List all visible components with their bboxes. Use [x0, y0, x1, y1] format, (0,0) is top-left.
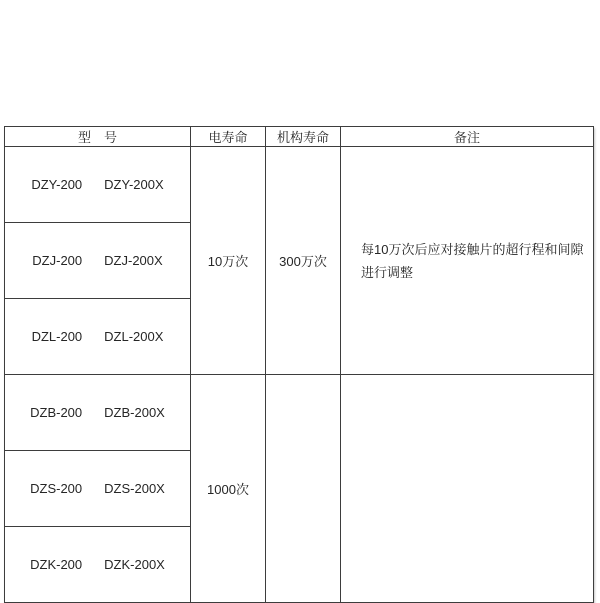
remark-line-1: 每10万次后应对接触片的超行程和间隙 — [361, 241, 584, 257]
model-name: DZB-200 — [30, 405, 83, 420]
model-cell — [5, 527, 191, 603]
model-name: DZL-200 — [31, 329, 83, 344]
model-name-x: DZL-200X — [104, 329, 164, 344]
table-header — [5, 127, 594, 147]
col-header-remarks: 备注 — [341, 127, 594, 147]
relay-spec-table — [4, 126, 594, 603]
model-cell — [5, 147, 191, 223]
model-name-x: DZJ-200X — [104, 253, 163, 268]
model-name-x: DZB-200X — [104, 405, 165, 420]
model-pair — [5, 253, 190, 268]
model-pair — [5, 481, 190, 496]
model-pair — [5, 557, 190, 572]
col-header-mechanical-life: 机构寿命 — [266, 127, 341, 147]
electrical-life-cell: 10万次 — [191, 147, 266, 375]
group-high-life — [5, 147, 594, 375]
table-row — [5, 375, 594, 451]
mechanical-life-cell-empty — [266, 375, 341, 603]
model-cell — [5, 451, 191, 527]
model-pair — [5, 405, 190, 420]
model-cell — [5, 375, 191, 451]
table-row — [5, 147, 594, 223]
model-pair — [5, 329, 190, 344]
model-name-x: DZK-200X — [104, 557, 165, 572]
remark-line-2: 进行调整 — [361, 264, 414, 280]
remarks-cell-empty — [341, 375, 594, 603]
model-name: DZY-200 — [31, 177, 83, 192]
model-name: DZS-200 — [30, 481, 83, 496]
model-name-x: DZS-200X — [104, 481, 165, 496]
model-pair — [5, 177, 190, 192]
mechanical-life-cell: 300万次 — [266, 147, 341, 375]
remarks-cell — [341, 147, 594, 375]
model-name: DZK-200 — [30, 557, 83, 572]
electrical-life-cell: 1000次 — [191, 375, 266, 603]
model-cell — [5, 299, 191, 375]
model-name: DZJ-200 — [32, 253, 83, 268]
col-header-electrical-life: 电寿命 — [191, 127, 266, 147]
col-header-model: 型 号 — [5, 127, 191, 147]
header-row — [5, 127, 594, 147]
model-name-x: DZY-200X — [104, 177, 164, 192]
group-low-life — [5, 375, 594, 603]
model-cell — [5, 223, 191, 299]
